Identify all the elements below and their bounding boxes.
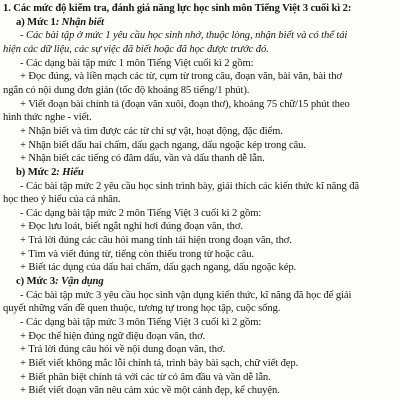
level-a-item: + Nhận biết và tìm được các từ chỉ sự vật, hoạt động, đặc điểm. — [20, 125, 283, 137]
level-c-item: + Biết phân biệt chính tả với các từ có âm đầu và vần dễ lẫn. — [20, 371, 271, 383]
level-a-item: + Nhận biết dấu hai chấm, dấu gạch ngang, dấu ngoặc kép trong câu. — [20, 139, 306, 151]
level-a-item: + Nhận biết các tiếng có đâm dấu, vần và dấu thanh dễ lẫn. — [20, 153, 265, 165]
level-b-item: + Trả lời đúng các câu hỏi mang tính tái hiện trong đoạn văn, thơ. — [20, 235, 292, 247]
level-c-heading — [16, 275, 104, 289]
level-a-item-continuation: hình thức nghe - viết. — [3, 112, 92, 124]
level-b-item: + Tìm và viết đúng từ, tiếng còn thiếu trong từ hoặc câu. — [20, 248, 254, 260]
level-b-types-intro: - Các dạng bài tập mức 2 môn Tiếng Việt 3 cuối kì 2 gồm: — [20, 207, 262, 219]
level-c-item: + Biết viết đoạn văn nêu cảm xúc về một cảnh đẹp, kể chuyện. — [20, 385, 280, 397]
level-b-item: + Biết tác dụng của dấu hai chấm, dấu gạch ngang, dấu ngoặc kép. — [20, 262, 297, 274]
level-c-description-line-2: quyết những vấn đề quen thuộc, tương tự trong học tập, cuộc sống. — [3, 303, 281, 315]
level-a-heading-prefix: a) Mức 1 — [16, 16, 56, 28]
level-a-types-intro: - Các dạng bài tập mức 1 môn Tiếng Việt cuối kì 2 gồm: — [20, 57, 254, 69]
level-a-item: + Đọc đúng, và liền mạch các từ, cụm từ trong câu, đoạn văn, bài văn, bài thơ — [20, 71, 342, 83]
level-a-heading-name: : Nhận biết — [55, 16, 105, 28]
level-b-description-line-1: - Các bài tập mức 2 yêu cầu học sinh trình bày, giải thích các kiến thức kĩ năng đã — [20, 180, 360, 192]
level-c-item: + Đọc thể hiện đúng ngữ điệu đoạn văn, thơ. — [20, 330, 206, 342]
level-a-description-line-1: - Các bài tập ở mức 1 yêu cầu học sinh nhớ, thuộc lòng, nhận biết và có thể tái — [20, 30, 348, 42]
level-c-heading-name: : Vận dụng — [55, 276, 104, 288]
level-a-item: + Viết đoạn bài chính tả (đoạn văn xuôi, đoạn thơ), khoảng 75 chữ/15 phút theo — [20, 98, 350, 110]
section-title: 1. Các mức độ kiểm tra, đánh giá năng lực học sinh môn Tiếng Việt 3 cuối kì 2: — [3, 3, 352, 14]
level-b-heading-name: : Hiểu — [56, 166, 84, 178]
level-b-description-line-2: học theo ý hiểu của cá nhân. — [3, 194, 121, 206]
level-c-types-intro: - Các dạng bài tập mức 3 môn Tiếng Việt 3 cuối kì 2 gồm: — [20, 317, 262, 329]
level-a-description-line-2: hiện các dữ liệu, các sự việc đã biết hoặc đã học được trước đó. — [3, 43, 269, 55]
level-c-description-line-1: - Các bài tập mức 3 yêu cầu học sinh vận dụng kiến thức, kĩ năng đã học để giải — [20, 289, 352, 301]
level-c-item: + Biết viết không mắc lỗi chính tả, trình bày bài sạch, chữ viết đẹp. — [20, 358, 299, 370]
level-b-item: + Đọc lưu loát, biết ngắt nghỉ hơi đúng đoạn văn, thơ. — [20, 221, 243, 233]
level-a-heading — [16, 16, 104, 30]
level-c-item: + Trả lời đúng câu hỏi về nội dung đoạn văn, thơ. — [20, 344, 226, 356]
document-page — [3, 2, 397, 398]
level-b-heading — [16, 166, 84, 180]
level-b-heading-prefix: b) Mức 2 — [16, 166, 57, 178]
level-c-heading-prefix: c) Mức 3 — [16, 276, 56, 288]
level-a-item-continuation: ngắn có nội dung đơn giản (tốc độ khoảng 85 tiếng/1 phút). — [3, 84, 250, 96]
